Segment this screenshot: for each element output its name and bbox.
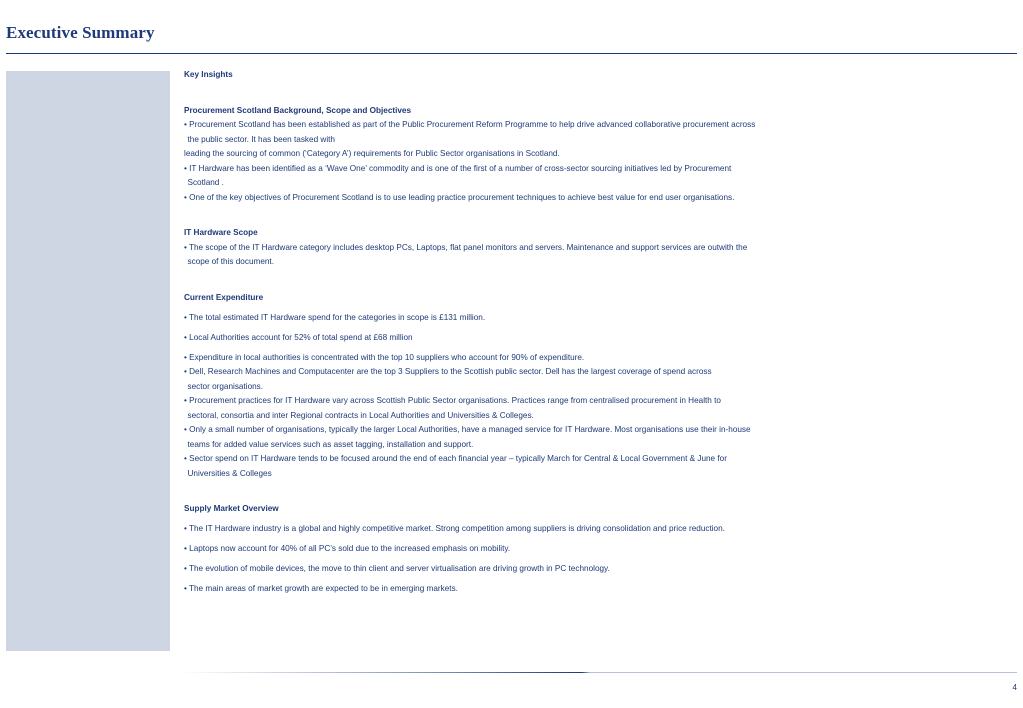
background-bullet-2: • IT Hardware has been identified as a ‘Wave One’ commodity and is one of the first of a number of cross-sector sourcing initiatives led by Procurement Scotland . — [184, 163, 732, 187]
market-bullet-2: • Laptops now account for 40% of all PC’s sold due to the increased emphasis on mobility. — [184, 544, 511, 553]
page-number: 4 — [1012, 683, 1017, 692]
expenditure-bullet-6: • Only a small number of organisations, typically the larger Local Authorities, have a managed service for IT Hardware. Most organisations use their in-house teams for added value services such as asset tagging, installation and support. — [184, 425, 751, 449]
market-bullet-3: • The evolution of mobile devices, the move to thin client and server virtualisation are driving growth in PC technology. — [184, 564, 610, 573]
market-bullet-1: • The IT Hardware industry is a global and highly competitive market. Strong competition among suppliers is driving consolidation and price reduction. — [184, 524, 725, 533]
footer-divider — [180, 672, 1017, 673]
background-bullet-3: • One of the key objectives of Procurement Scotland is to use leading practice procurement techniques to achieve best value for end user organisations. — [184, 192, 735, 202]
scope-heading: IT Hardware Scope — [184, 228, 258, 237]
title-divider — [6, 53, 1017, 54]
side-panel — [6, 71, 170, 651]
market-heading: Supply Market Overview — [184, 504, 279, 513]
background-bullet-1-continuation: leading the sourcing of common (‘Category A’) requirements for Public Sector organisations in Scotland. — [184, 149, 560, 158]
background-heading: Procurement Scotland Background, Scope and Objectives — [184, 105, 412, 115]
expenditure-bullet-5: • Procurement practices for IT Hardware vary across Scottish Public Sector organisations. Practices range from centralised procurement in Health to sectoral, consortia and inter Regional contracts in Local Authorities and Universities & Colleges. — [184, 396, 721, 420]
scope-bullet-1: • The scope of the IT Hardware category includes desktop PCs, Laptops, flat panel monitors and servers. Maintenance and support services are outwith the scope of this document. — [184, 242, 748, 266]
expenditure-bullet-2: • Local Authorities account for 52% of total spend at £68 million — [184, 332, 413, 342]
expenditure-bullet-1: • The total estimated IT Hardware spend for the categories in scope is £131 million. — [184, 312, 486, 322]
background-bullet-1: • Procurement Scotland has been established as part of the Public Procurement Reform Programme to help drive advanced collaborative procurement across the public sector. It has been tasked with — [184, 120, 756, 144]
key-insights-heading: Key Insights — [184, 70, 233, 79]
expenditure-heading: Current Expenditure — [184, 292, 264, 302]
summary-content — [184, 68, 754, 597]
expenditure-bullet-7: • Sector spend on IT Hardware tends to be focused around the end of each financial year – typically March for Central & Local Government & June for Universities & Colleges — [184, 454, 727, 478]
expenditure-bullet-3: • Expenditure in local authorities is concentrated with the top 10 suppliers who account for 90% of expenditure. — [184, 352, 585, 362]
expenditure-bullet-4: • Dell, Research Machines and Computacenter are the top 3 Suppliers to the Scottish public sector. Dell has the largest coverage of spend across sector organisations. — [184, 367, 712, 391]
market-bullet-4: • The main areas of market growth are expected to be in emerging markets. — [184, 584, 458, 593]
page-title: Executive Summary — [6, 23, 155, 42]
